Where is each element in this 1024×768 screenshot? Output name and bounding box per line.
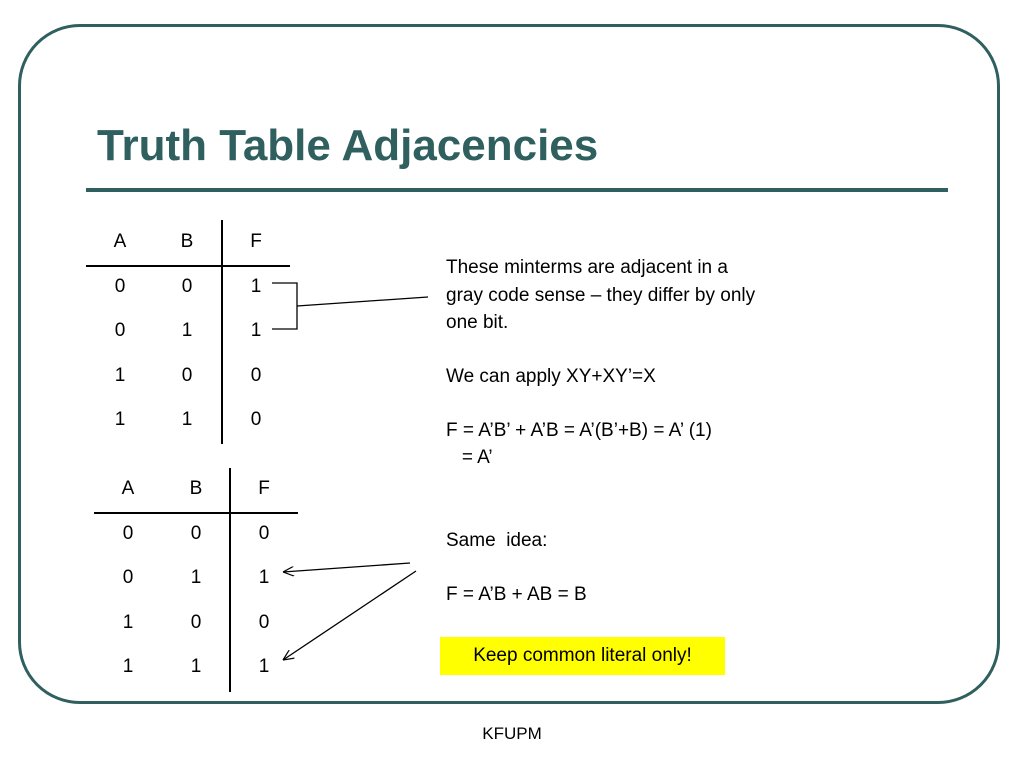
table1-cell: 1 (250, 320, 262, 341)
table1-cell: 1 (114, 365, 126, 386)
table1-cell: 0 (181, 276, 193, 297)
table2-header-b: B (189, 478, 203, 499)
note-line: We can apply XY+XY’=X (446, 366, 656, 387)
slide-title: Truth Table Adjacencies (97, 121, 599, 170)
table1-cell: 1 (250, 276, 262, 297)
note-line: = A’ (446, 447, 493, 468)
note-line: F = A’B + AB = B (446, 584, 587, 605)
bracket-line (272, 283, 297, 329)
table2-cell: 0 (122, 523, 134, 544)
table1-cell: 0 (114, 276, 126, 297)
table1-cell: 0 (250, 365, 262, 386)
note-line: Same idea: (446, 530, 548, 551)
table2-cell: 0 (122, 567, 134, 588)
table1-cell: 1 (181, 320, 193, 341)
table1-cell: 1 (114, 409, 126, 430)
table2-cell: 1 (122, 656, 134, 677)
table2-cell: 0 (190, 523, 202, 544)
table2-header-f: F (258, 478, 270, 499)
connector-line (297, 297, 428, 306)
arrow-to-row-1 (283, 563, 410, 572)
note-line: gray code sense – they differ by only (446, 285, 756, 306)
table1-header-a: A (113, 231, 127, 252)
table2-cell: 0 (190, 612, 202, 633)
note-line: F = A’B’ + A’B = A’(B’+B) = A’ (1) (446, 420, 712, 441)
table1-cell: 1 (181, 409, 193, 430)
footer-text: KFUPM (482, 724, 542, 743)
table2-cell: 0 (258, 523, 270, 544)
table2-cell: 1 (122, 612, 134, 633)
table2-cell: 1 (190, 567, 202, 588)
table2-cell: 1 (258, 656, 270, 677)
table1-header-b: B (180, 231, 194, 252)
highlighted-callout: Keep common literal only! (440, 637, 725, 675)
note-line: These minterms are adjacent in a (446, 257, 728, 278)
table1-cell: 0 (250, 409, 262, 430)
table2-header-a: A (121, 478, 135, 499)
table2-cell: 1 (258, 567, 270, 588)
arrow-to-row-3 (283, 571, 416, 660)
table1-cell: 0 (114, 320, 126, 341)
table2-cell: 1 (190, 656, 202, 677)
note-line: one bit. (446, 312, 509, 333)
table2-cell: 0 (258, 612, 270, 633)
table1-cell: 0 (181, 365, 193, 386)
table1-header-f: F (250, 231, 262, 252)
